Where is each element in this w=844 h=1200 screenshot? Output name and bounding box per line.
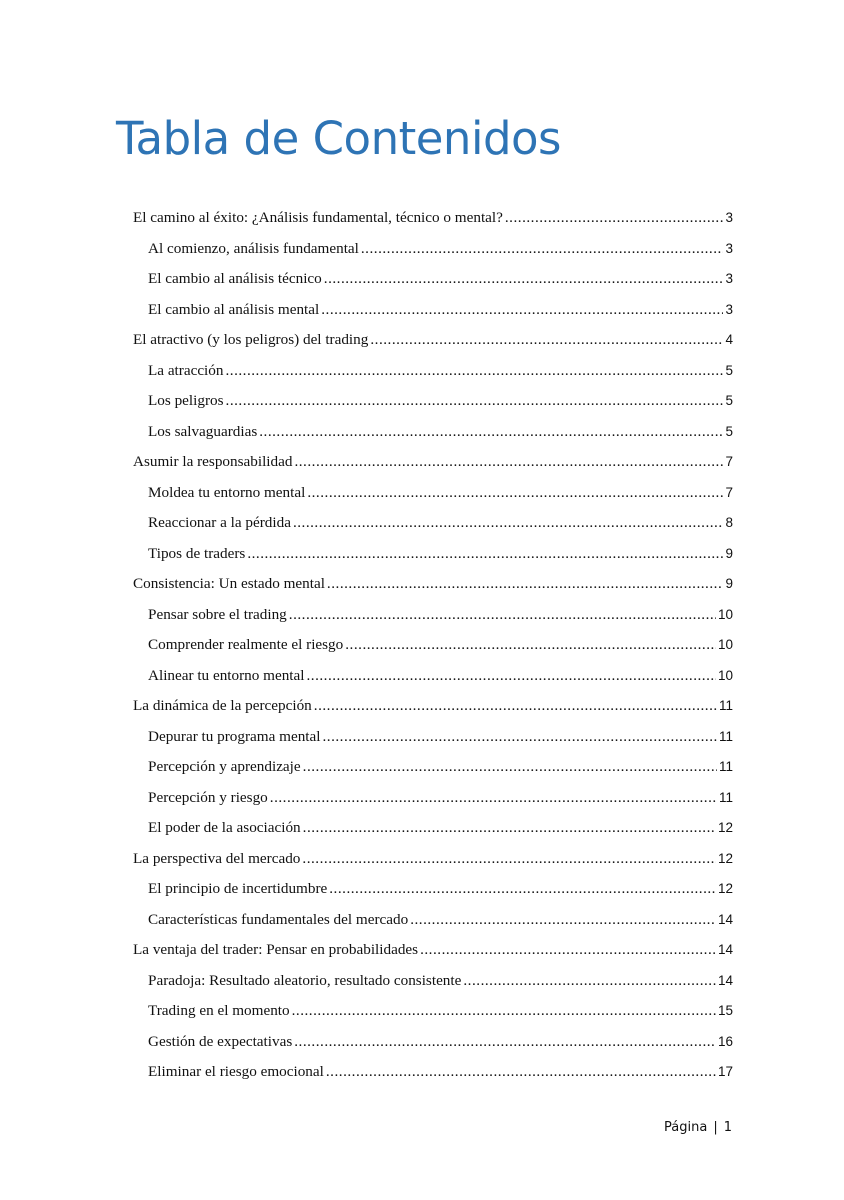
toc-entry-title: El cambio al análisis mental [148, 300, 320, 318]
toc-entry-page-number: 14 [717, 911, 733, 927]
toc-entry-page-number: 3 [725, 271, 733, 286]
toc-entry-page-number: 5 [725, 423, 733, 439]
toc-entry-page-number: 4 [725, 332, 733, 347]
toc-entry-title: Al comienzo, análisis fundamental [148, 239, 359, 257]
toc-entry-section[interactable] [133, 270, 733, 301]
footer-page-number: 1 [723, 1120, 732, 1135]
toc-entry-page-number: 14 [717, 942, 733, 957]
toc-entry-page-number: 3 [725, 301, 733, 317]
toc-dot-leader [247, 545, 723, 563]
toc-entry-title: Gestión de expectativas [148, 1032, 293, 1050]
toc-entry-section[interactable] [133, 972, 733, 1003]
toc-entry-page-number: 3 [725, 210, 733, 225]
toc-entry-title: El atractivo (y los peligros) del trading [133, 331, 369, 348]
toc-dot-leader [326, 1063, 716, 1081]
toc-entry-title: La perspectiva del mercado [133, 849, 301, 867]
toc-entry-chapter[interactable] [133, 575, 733, 606]
toc-entry-title: Percepción y riesgo [148, 788, 268, 806]
toc-entry-page-number: 11 [718, 728, 733, 744]
toc-entry-section[interactable] [133, 1063, 733, 1094]
toc-entry-title: Eliminar el riesgo emocional [148, 1063, 324, 1080]
toc-entry-section[interactable] [133, 880, 733, 911]
toc-dot-leader [294, 1033, 716, 1051]
toc-entry-title: El poder de la asociación [148, 819, 301, 836]
toc-entry-title: La atracción [148, 361, 224, 379]
toc-entry-section[interactable] [133, 728, 733, 759]
toc-entry-page-number: 10 [717, 606, 733, 622]
toc-entry-title: Consistencia: Un estado mental [133, 575, 325, 592]
toc-entry-section[interactable] [133, 911, 733, 942]
toc-entry-title: Pensar sobre el trading [148, 605, 287, 623]
toc-entry-chapter[interactable] [133, 331, 733, 362]
toc-dot-leader [505, 209, 724, 227]
toc-entry-chapter[interactable] [133, 209, 733, 240]
toc-entry-title: El cambio al análisis técnico [148, 270, 322, 287]
toc-entry-title: Moldea tu entorno mental [148, 483, 306, 501]
toc-entry-section[interactable] [133, 636, 733, 667]
toc-dot-leader [306, 667, 716, 685]
toc-dot-leader [322, 728, 717, 746]
toc-entry-title: Los peligros [148, 392, 224, 409]
toc-dot-leader [327, 575, 724, 593]
toc-entry-title: El camino al éxito: ¿Análisis fundamental, técnico o mental? [133, 209, 503, 226]
footer-page-label: Página [664, 1120, 708, 1135]
toc-entry-title: Asumir la responsabilidad [133, 453, 293, 470]
toc-entry-chapter[interactable] [133, 453, 733, 484]
toc-entry-page-number: 7 [725, 454, 733, 469]
toc-entry-section[interactable] [133, 423, 733, 454]
toc-entry-page-number: 5 [725, 362, 733, 378]
toc-entry-chapter[interactable] [133, 697, 733, 728]
toc-entry-page-number: 3 [725, 240, 733, 256]
toc-dot-leader [345, 636, 716, 654]
toc-entry-title: El principio de incertidumbre [148, 880, 328, 897]
toc-entry-title: Depurar tu programa mental [148, 727, 321, 745]
toc-entry-section[interactable] [133, 819, 733, 850]
toc-entry-page-number: 9 [725, 576, 733, 591]
toc-dot-leader [259, 423, 723, 441]
toc-entry-page-number: 16 [717, 1033, 733, 1049]
toc-entry-chapter[interactable] [133, 941, 733, 972]
toc-entry-title: Reaccionar a la pérdida [148, 514, 291, 531]
toc-dot-leader [303, 758, 717, 776]
toc-dot-leader [225, 362, 723, 380]
toc-dot-leader [226, 392, 724, 410]
toc-entry-page-number: 10 [717, 637, 733, 652]
toc-entry-page-number: 8 [725, 515, 733, 530]
toc-entry-page-number: 5 [725, 393, 733, 408]
toc-entry-title: La dinámica de la percepción [133, 697, 312, 714]
footer-separator: | [713, 1120, 718, 1135]
toc-dot-leader [292, 1002, 716, 1020]
toc-dot-leader [293, 514, 724, 532]
toc-entry-page-number: 11 [718, 698, 733, 713]
toc-dot-leader [289, 606, 716, 624]
toc-entry-page-number: 10 [717, 667, 733, 683]
toc-entry-title: La ventaja del trader: Pensar en probabilidades [133, 941, 419, 958]
toc-entry-title: Trading en el momento [148, 1002, 290, 1019]
page-footer [664, 1120, 732, 1135]
toc-entry-section[interactable] [133, 758, 733, 789]
toc-entry-section[interactable] [133, 606, 733, 637]
toc-entry-section[interactable] [133, 392, 733, 423]
toc-entry-section[interactable] [133, 667, 733, 698]
toc-entry-page-number: 11 [718, 759, 733, 774]
table-of-contents [133, 209, 733, 1094]
toc-entry-page-number: 9 [725, 545, 733, 561]
toc-dot-leader [370, 331, 723, 349]
toc-dot-leader [463, 972, 716, 990]
toc-dot-leader [361, 240, 724, 258]
toc-entry-title: Tipos de traders [148, 544, 246, 562]
toc-entry-page-number: 12 [717, 881, 733, 896]
toc-dot-leader [321, 301, 723, 319]
toc-entry-section[interactable] [133, 545, 733, 576]
toc-entry-section[interactable] [133, 789, 733, 820]
toc-dot-leader [324, 270, 724, 288]
toc-entry-section[interactable] [133, 301, 733, 332]
toc-entry-title: Percepción y aprendizaje [148, 758, 301, 775]
toc-entry-page-number: 14 [717, 972, 733, 988]
toc-dot-leader [302, 850, 716, 868]
toc-dot-leader [329, 880, 716, 898]
toc-entry-page-number: 15 [717, 1003, 733, 1018]
toc-entry-page-number: 12 [717, 820, 733, 835]
toc-entry-section[interactable] [133, 1002, 733, 1033]
toc-entry-section[interactable] [133, 1033, 733, 1064]
toc-entry-section[interactable] [133, 362, 733, 393]
toc-dot-leader [314, 697, 717, 715]
toc-entry-title: Comprender realmente el riesgo [148, 636, 344, 653]
toc-dot-leader [307, 484, 723, 502]
toc-entry-title: Características fundamentales del mercado [148, 910, 409, 928]
toc-entry-page-number: 11 [718, 789, 733, 805]
toc-entry-page-number: 12 [717, 850, 733, 866]
toc-dot-leader [270, 789, 717, 807]
toc-entry-chapter[interactable] [133, 850, 733, 881]
toc-entry-section[interactable] [133, 484, 733, 515]
toc-entry-page-number: 7 [725, 484, 733, 500]
toc-dot-leader [303, 819, 716, 837]
toc-dot-leader [420, 941, 716, 959]
toc-entry-title: Alinear tu entorno mental [148, 666, 305, 684]
toc-entry-title: Los salvaguardias [148, 422, 258, 440]
toc-dot-leader [410, 911, 716, 929]
page-title: Tabla de Contenidos [116, 112, 561, 165]
toc-entry-title: Paradoja: Resultado aleatorio, resultado consistente [148, 971, 462, 989]
toc-entry-page-number: 17 [717, 1064, 733, 1079]
toc-entry-section[interactable] [133, 514, 733, 545]
toc-entry-section[interactable] [133, 240, 733, 271]
toc-dot-leader [294, 453, 723, 471]
